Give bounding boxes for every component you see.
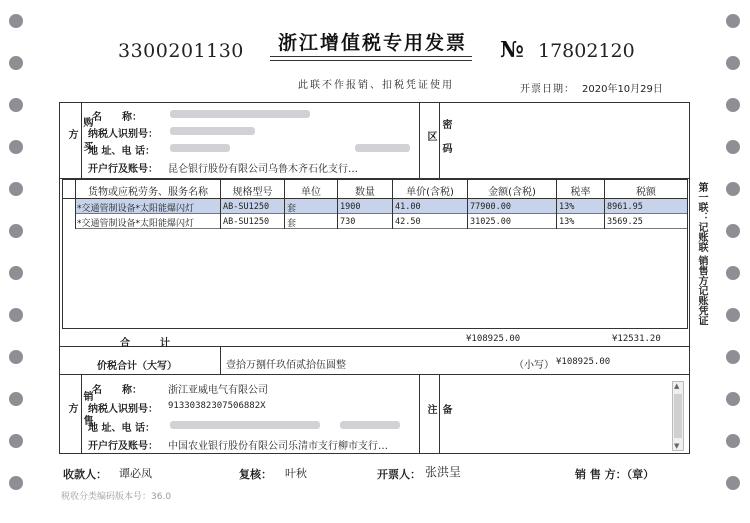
item-name: *交通管制设备*太阳能爆闪灯: [77, 204, 195, 214]
punch-hole: [9, 434, 23, 448]
punch-hole: [9, 392, 23, 406]
grand-total-small-label: （小写）: [514, 360, 554, 371]
redacted-buyer-phone: [355, 144, 410, 152]
punch-hole: [9, 224, 23, 238]
punch-hole: [9, 308, 23, 322]
total-amount: ¥108925.00: [466, 334, 521, 344]
item-unit: 套: [287, 204, 297, 214]
column-header-amount: 金额(含税): [488, 187, 536, 198]
total-label: 合 计: [120, 338, 170, 349]
redacted-buyer-name: [170, 110, 310, 118]
punch-hole: [9, 98, 23, 112]
item-tax: 3569.25: [607, 217, 643, 227]
title-underline: [270, 60, 472, 61]
punch-hole: [9, 350, 23, 364]
reviewer-value: 叶秋: [285, 467, 307, 480]
total-tax: ¥12531.20: [612, 334, 661, 344]
item-price: 42.50: [395, 217, 421, 227]
grand-total-words: 壹拾万捌仟玖佰贰拾伍圆整: [226, 360, 346, 371]
punch-hole: [9, 182, 23, 196]
redacted-buyer-address: [170, 144, 230, 152]
punch-hole: [726, 14, 740, 28]
punch-hole: [726, 266, 740, 280]
item-qty: 1900: [340, 202, 361, 212]
punch-hole: [9, 266, 23, 280]
payee-label: 收款人：: [63, 468, 107, 481]
seller-tax-id-label: 纳税人识别号：: [88, 404, 158, 415]
seller-seal-label: 销 售 方：（章）: [575, 468, 655, 481]
redacted-buyer-tax-id: [170, 127, 255, 135]
punch-hole: [726, 182, 740, 196]
seller-address-label: 地 址、电 话：: [88, 423, 155, 434]
title-underline: [270, 56, 472, 57]
column-header-rate: 税率: [570, 187, 591, 198]
redacted-seller-address: [170, 421, 320, 429]
divider: [59, 374, 690, 375]
buyer-tax-id-label: 纳税人识别号：: [88, 129, 158, 140]
item-spec: AB-SU1250: [223, 217, 270, 227]
item-spec: AB-SU1250: [223, 202, 270, 212]
divider: [419, 374, 420, 454]
column-header-qty: 数量: [355, 187, 375, 198]
item-qty: 730: [340, 217, 356, 227]
buyer-bank-label: 开户行及账号：: [88, 164, 158, 175]
payee-value: 谭必凤: [119, 467, 152, 480]
punch-hole: [9, 56, 23, 70]
cipher-area-label: 密码区: [425, 119, 451, 167]
buyer-bank-value: 昆仑银行股份有限公司乌鲁木齐石化支行…: [168, 164, 358, 175]
punch-hole: [726, 140, 740, 154]
item-price: 41.00: [395, 202, 421, 212]
column-header-spec: 规格型号: [232, 187, 273, 198]
item-rate: 13%: [559, 202, 575, 212]
punch-hole: [9, 476, 23, 490]
punch-hole: [726, 350, 740, 364]
divider: [419, 102, 420, 179]
seller-tax-id-value: 91330382307506882X: [168, 401, 266, 411]
buyer-address-label: 地 址、电 话：: [88, 146, 155, 157]
item-amount: 31025.00: [470, 217, 511, 227]
buyer-name-label: 名 称：: [92, 112, 142, 123]
invoice-number: 17802120: [538, 40, 635, 62]
scroll-up-icon[interactable]: ▲: [674, 382, 680, 390]
punch-hole: [726, 434, 740, 448]
item-amount: 77900.00: [470, 202, 511, 212]
scroll-down-icon[interactable]: ▼: [674, 442, 680, 450]
number-mark: №: [500, 37, 524, 63]
item-name: *交通管制设备*太阳能爆闪灯: [77, 219, 195, 229]
punch-hole: [726, 56, 740, 70]
seller-name-value: 浙江亚威电气有限公司: [168, 385, 268, 396]
invoice-title: 浙江增值税专用发票: [278, 32, 468, 54]
seller-bank-label: 开户行及账号：: [88, 441, 158, 452]
invoice-code: 3300201130: [118, 40, 244, 62]
invoice-date: 2020年10月29日: [582, 84, 663, 95]
grand-total-number: ¥108925.00: [556, 357, 611, 367]
seller-bank-value: 中国农业银行股份有限公司乐清市支行柳市支行…: [168, 441, 388, 452]
reviewer-label: 复核：: [239, 468, 272, 481]
tax-code-version: 税收分类编码版本号：36.0: [61, 492, 172, 502]
date-label: 开票日期：: [520, 84, 575, 95]
buyer-section-label: 购买方: [66, 117, 92, 165]
grand-total-label: 价税合计（大写）: [97, 361, 177, 372]
drawer-value: 张洪呈: [425, 465, 462, 479]
item-tax: 8961.95: [607, 202, 643, 212]
item-rate: 13%: [559, 217, 575, 227]
usage-notice: 此联不作报销、扣税凭证使用: [298, 80, 454, 91]
remarks-scrollbar[interactable]: [672, 381, 684, 451]
punch-hole: [9, 14, 23, 28]
drawer-label: 开票人：: [377, 468, 421, 481]
column-header-name: 货物或应税劳务、服务名称: [88, 187, 208, 198]
punch-hole: [726, 98, 740, 112]
punch-hole: [9, 140, 23, 154]
punch-hole: [726, 476, 740, 490]
punch-hole: [726, 308, 740, 322]
divider: [220, 346, 221, 375]
redacted-seller-phone: [340, 421, 400, 429]
punch-hole: [726, 224, 740, 238]
divider: [75, 180, 76, 229]
copy-label: 第一联：记账联 销售方记账凭证: [696, 182, 707, 326]
seller-name-label: 名 称：: [92, 385, 142, 396]
remarks-label: 备注: [425, 404, 451, 430]
column-header-unit: 单位: [301, 187, 321, 198]
punch-hole: [726, 392, 740, 406]
scrollbar-thumb[interactable]: [674, 394, 682, 438]
column-header-price: 单价(含税): [406, 187, 454, 198]
seller-section-label: 销售方: [66, 391, 92, 439]
column-header-tax: 税额: [636, 187, 656, 198]
item-unit: 套: [287, 219, 297, 229]
